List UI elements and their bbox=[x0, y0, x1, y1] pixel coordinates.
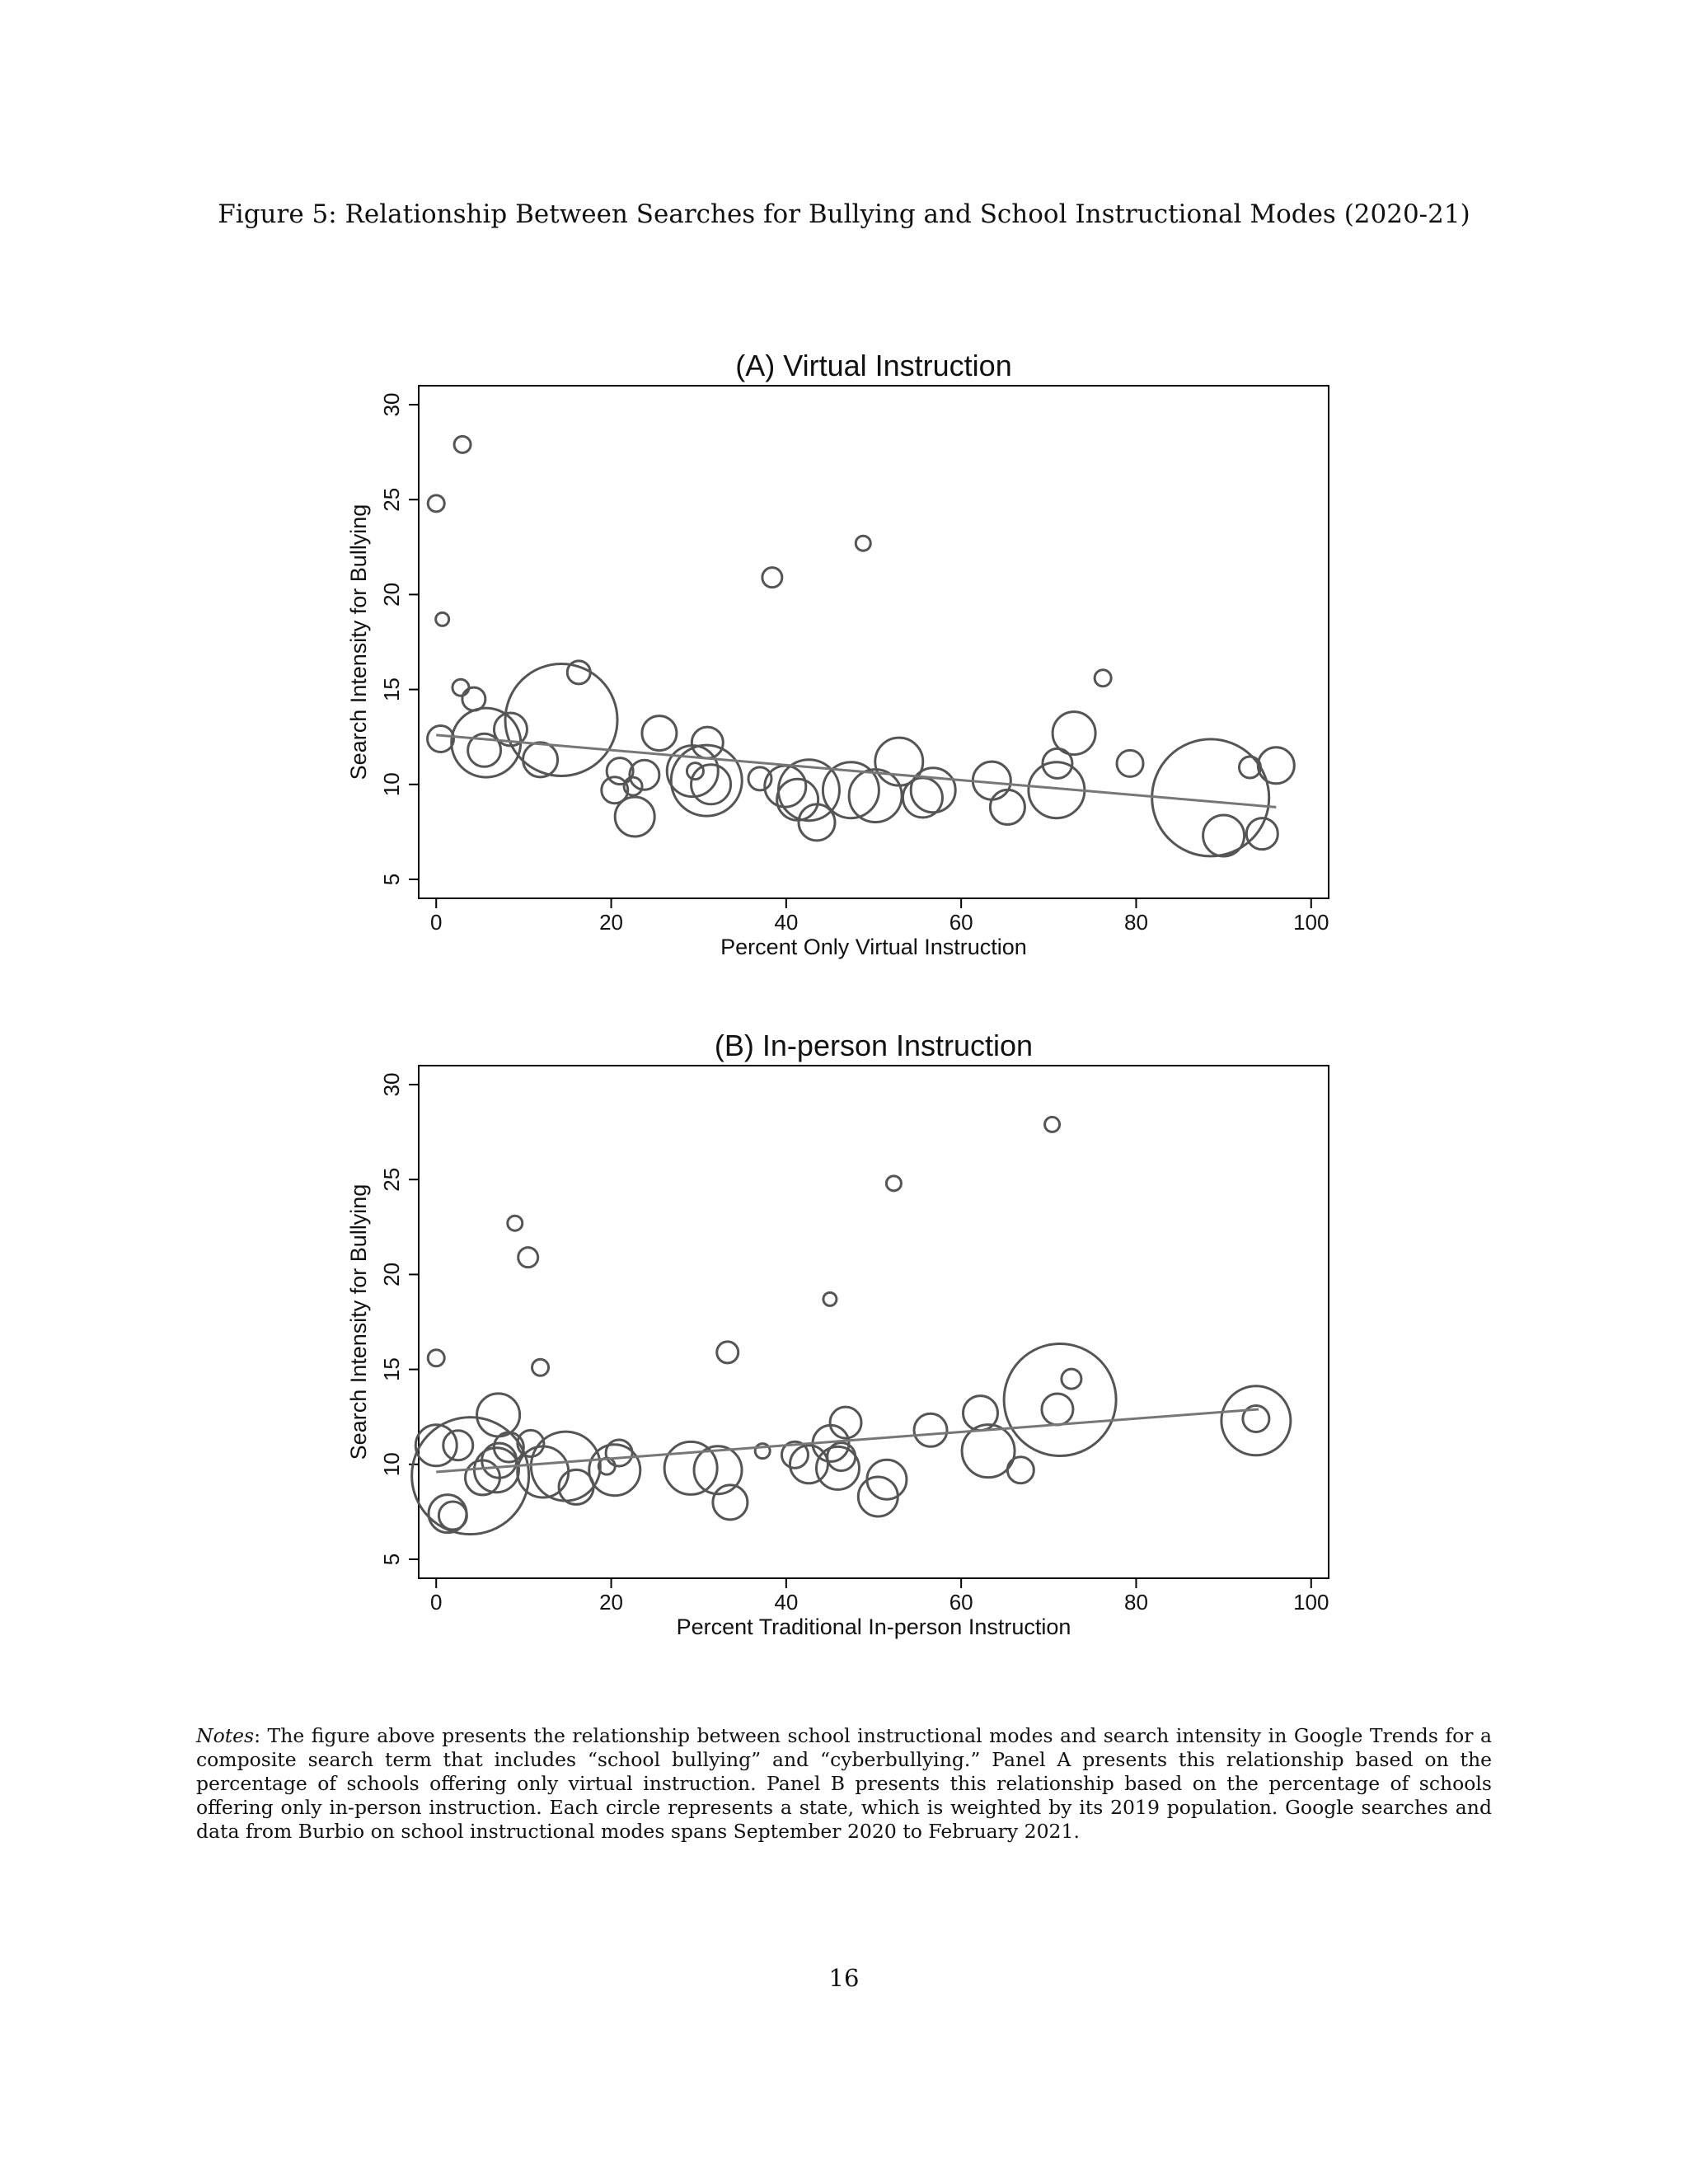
data-point bbox=[428, 495, 444, 512]
notes-label: Notes bbox=[196, 1724, 255, 1747]
plot-frame bbox=[419, 1066, 1329, 1578]
data-point bbox=[428, 725, 454, 752]
data-point bbox=[717, 1342, 738, 1363]
data-point bbox=[816, 1446, 859, 1489]
panel-a bbox=[0, 330, 1688, 981]
panel-b bbox=[0, 1010, 1688, 1661]
data-point bbox=[990, 790, 1025, 824]
scatter-chart-in-person bbox=[0, 1010, 1688, 1661]
fit-line bbox=[436, 735, 1276, 808]
y-tick-label: 5 bbox=[379, 1553, 404, 1566]
x-tick-label: 20 bbox=[599, 910, 623, 935]
y-axis-label: Search Intensity for Bullying bbox=[346, 504, 371, 780]
y-tick-label: 25 bbox=[379, 487, 404, 512]
data-point bbox=[911, 768, 955, 813]
data-point bbox=[1007, 1457, 1034, 1483]
data-point bbox=[1258, 748, 1294, 784]
data-point bbox=[428, 1350, 444, 1366]
data-point bbox=[1004, 1343, 1116, 1455]
data-point bbox=[443, 1431, 473, 1460]
data-point bbox=[615, 797, 654, 837]
data-point bbox=[914, 1413, 947, 1446]
x-tick-label: 40 bbox=[774, 1590, 799, 1615]
x-tick-label: 40 bbox=[774, 910, 799, 935]
x-axis-label: Percent Only Virtual Instruction bbox=[720, 935, 1027, 959]
x-tick-label: 80 bbox=[1124, 1590, 1148, 1615]
data-point bbox=[452, 679, 469, 696]
data-point bbox=[1042, 1394, 1073, 1425]
data-point bbox=[777, 779, 818, 820]
y-tick-label: 15 bbox=[379, 677, 404, 702]
x-tick-label: 60 bbox=[949, 1590, 973, 1615]
y-tick-label: 10 bbox=[379, 1452, 404, 1477]
x-tick-label: 100 bbox=[1293, 1590, 1329, 1615]
y-tick-label: 25 bbox=[379, 1167, 404, 1192]
data-point bbox=[856, 536, 870, 551]
data-point bbox=[886, 1176, 901, 1191]
data-point bbox=[415, 1425, 457, 1466]
page-number: 16 bbox=[828, 1964, 860, 1992]
scatter-chart-virtual bbox=[0, 330, 1688, 981]
data-point bbox=[436, 612, 449, 626]
data-point bbox=[477, 1394, 520, 1436]
data-point bbox=[518, 1446, 569, 1497]
y-tick-label: 20 bbox=[379, 1262, 404, 1286]
figure-title: Figure 5: Relationship Between Searches for Bullying and School Instructional Modes (2020-21) bbox=[218, 199, 1470, 229]
y-tick-label: 30 bbox=[379, 392, 404, 417]
data-point bbox=[762, 568, 782, 588]
data-point bbox=[748, 767, 771, 790]
y-tick-label: 30 bbox=[379, 1072, 404, 1097]
notes-text: : The figure above presents the relationship between school instructional modes and search intensity in Google Trends for a composite search term that includes “school bullying” and “cyberbullying.” Panel A presents this relationship based on the percentage of schools offering only virtual instruction. Panel B presents this relationship based on the percentage of schools offering only in-person instruction. Each circle represents a state, which is weighted by its 2019 population. Google searches and data from Burbio on school instructional modes spans September 2020 to February 2021. bbox=[196, 1724, 1492, 1843]
data-point bbox=[508, 1216, 523, 1230]
chart-title: (A) Virtual Instruction bbox=[735, 349, 1012, 382]
data-point bbox=[1221, 1386, 1291, 1455]
data-point bbox=[438, 1502, 467, 1530]
y-tick-label: 20 bbox=[379, 582, 404, 607]
y-axis-label: Search Intensity for Bullying bbox=[346, 1183, 371, 1460]
data-point bbox=[790, 1446, 828, 1483]
fit-line bbox=[436, 1409, 1259, 1472]
chart-title: (B) In-person Instruction bbox=[714, 1029, 1034, 1062]
data-point bbox=[1203, 815, 1245, 856]
data-point bbox=[518, 1248, 538, 1268]
data-point bbox=[567, 661, 590, 684]
x-tick-label: 20 bbox=[599, 1590, 623, 1615]
x-tick-label: 100 bbox=[1293, 910, 1329, 935]
data-point bbox=[630, 760, 659, 790]
data-point bbox=[692, 765, 731, 804]
data-point bbox=[454, 436, 471, 452]
data-point bbox=[1045, 1117, 1060, 1132]
x-tick-label: 60 bbox=[949, 910, 973, 935]
y-tick-label: 10 bbox=[379, 772, 404, 797]
y-tick-label: 5 bbox=[379, 873, 404, 886]
data-point bbox=[823, 1292, 837, 1305]
data-point bbox=[1053, 712, 1095, 755]
x-tick-label: 80 bbox=[1124, 910, 1148, 935]
data-point bbox=[1095, 670, 1111, 687]
y-tick-label: 15 bbox=[379, 1357, 404, 1382]
data-point bbox=[1117, 750, 1143, 776]
data-point bbox=[532, 1359, 549, 1376]
data-point bbox=[642, 716, 677, 751]
figure-notes bbox=[196, 1724, 1492, 1844]
data-point bbox=[692, 727, 723, 758]
data-point bbox=[1062, 1369, 1081, 1389]
data-point bbox=[664, 1441, 717, 1494]
x-tick-label: 0 bbox=[429, 910, 443, 935]
x-axis-label: Percent Traditional In-person Instruction bbox=[676, 1615, 1071, 1639]
x-tick-label: 0 bbox=[429, 1590, 443, 1615]
